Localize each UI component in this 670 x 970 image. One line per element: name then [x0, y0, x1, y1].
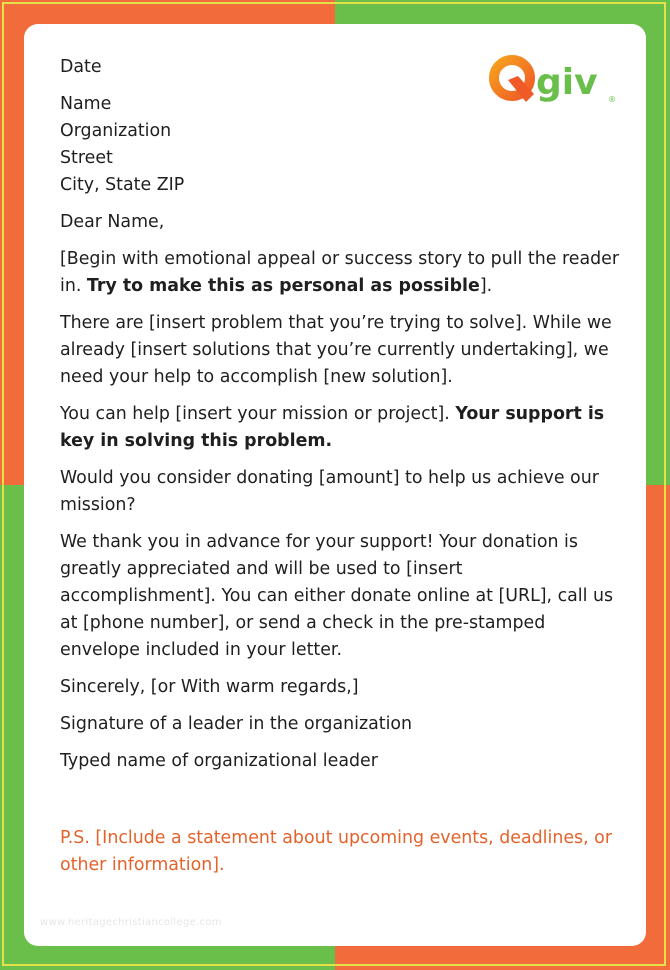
paragraph-appeal-text: [Begin with emotional appeal or success story to pull the reader in. — [60, 249, 619, 296]
closing: Sincerely, [or With warm regards,] — [60, 677, 359, 697]
recipient-street: Street — [60, 148, 113, 168]
letter-body — [60, 54, 620, 889]
paragraph-ask: Would you consider donating [amount] to help us achieve our mission? — [60, 468, 599, 515]
logo-registered-mark: ® — [608, 95, 616, 104]
paragraph-mission-text: You can help [insert your mission or project]. — [60, 404, 456, 424]
signature-line: Signature of a leader in the organization — [60, 714, 413, 734]
watermark-text: www.heritagechristiancollege.com — [40, 917, 222, 928]
paragraph-appeal-end: ]. — [479, 276, 493, 296]
paragraph-thanks: We thank you in advance for your support! Your donation is greatly appreciated and will be used to [insert accomplishment]. You can either donate online at [URL], call us at [phone number], or send a check in the pre-stamped envelope included in your letter. — [60, 532, 614, 660]
paragraph-mission — [60, 401, 620, 455]
letter-paper — [24, 24, 646, 946]
postscript: P.S. [Include a statement about upcoming events, deadlines, or other information]. — [60, 828, 612, 875]
recipient-name: Name — [60, 94, 112, 114]
paragraph-appeal-bold: Try to make this as personal as possible — [86, 276, 480, 296]
logo-wordmark: giv — [536, 62, 598, 103]
paragraph-problem: There are [insert problem that you’re trying to solve]. While we already [insert solutions that you’re currently undertaking], we need your help to accomplish [new solution]. — [60, 313, 612, 387]
paragraph-appeal — [60, 246, 620, 300]
paragraph-mission-bold: Your support is key in solving this problem. — [60, 404, 605, 451]
salutation: Dear Name, — [60, 212, 165, 232]
typed-name-line: Typed name of organizational leader — [60, 751, 378, 771]
recipient-organization: Organization — [60, 121, 172, 141]
letter-date: Date — [60, 57, 102, 77]
recipient-city: City, State ZIP — [60, 175, 185, 195]
